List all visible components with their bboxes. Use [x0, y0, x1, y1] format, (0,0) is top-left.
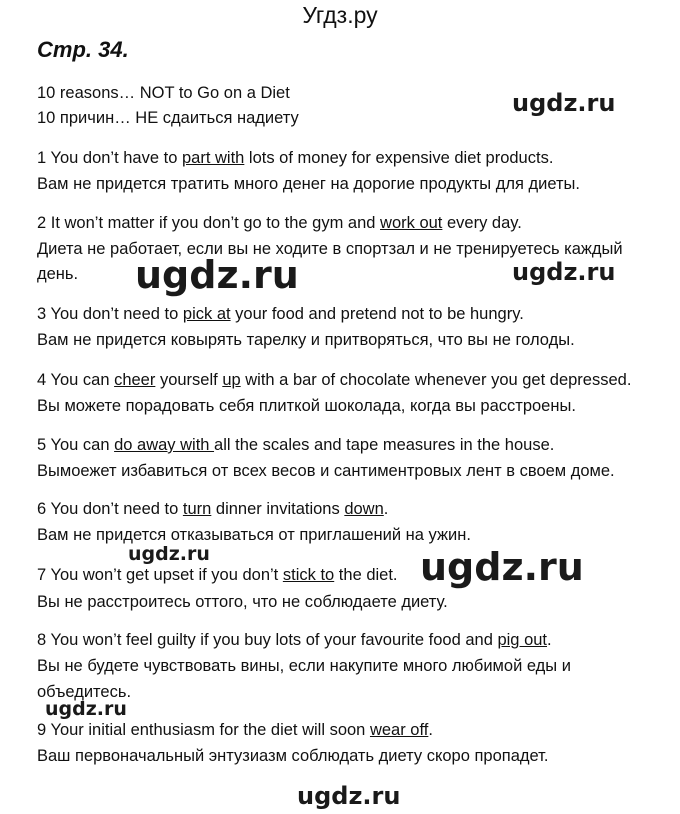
item-4-russian: Вы можете порадовать себя плиткой шоколада, когда вы расстроены. [37, 397, 576, 415]
item-8-russian: Вы не будете чувствовать вины, если накупите много любимой еды и [37, 657, 571, 675]
item-7-russian: Вы не расстроитесь оттого, что не соблюдаете диету. [37, 593, 448, 611]
phrasal-verb: pick at [182, 305, 231, 323]
item-4-english: 4 You can cheer yourself up with a bar of chocolate whenever you get depressed. [37, 371, 632, 389]
watermark: ugdz.ru [512, 89, 616, 117]
watermark: ugdz.ru [512, 258, 616, 286]
title-russian: 10 причин… НЕ сдаиться надиету [37, 109, 299, 127]
phrasal-verb: work out [380, 214, 443, 232]
title-english: 10 reasons… NOT to Go on a Diet [37, 84, 290, 102]
phrasal-verb: do away with [114, 436, 215, 454]
item-6-english: 6 You don’t need to turn dinner invitations down. [37, 500, 389, 518]
phrasal-verb: part with [181, 149, 245, 167]
phrasal-verb: turn [182, 500, 212, 518]
phrasal-verb: cheer [114, 371, 156, 389]
item-8-english: 8 You won’t feel guilty if you buy lots of your favourite food and pig out. [37, 631, 552, 649]
item-5-russian: Вымоежет избавиться от всех весов и сантиментровых лент в своем доме. [37, 462, 615, 480]
watermark: ugdz.ru [128, 543, 210, 565]
item-1-english: 1 You don’t have to part with lots of money for expensive diet products. [37, 149, 554, 167]
item-2-russian: Диета не работает, если вы не ходите в спортзал и не тренируетесь каждый [37, 240, 623, 258]
item-5-english: 5 You can do away with all the scales and tape measures in the house. [37, 436, 555, 454]
phrasal-verb-particle: down [344, 500, 384, 518]
item-7-english: 7 You won’t get upset if you don’t stick to the diet. [37, 566, 398, 584]
item-9-russian: Ваш первоначальный энтузиазм соблюдать диету скоро пропадет. [37, 747, 549, 765]
item-2-russian-cont: день. [37, 265, 79, 283]
item-2-english: 2 It won’t matter if you don’t go to the gym and work out every day. [37, 214, 522, 232]
page-label: Стр. 34. [37, 37, 129, 62]
watermark: ugdz.ru [420, 545, 584, 589]
item-9-english: 9 Your initial enthusiasm for the diet will soon wear off. [37, 721, 433, 739]
item-3-english: 3 You don’t need to pick at your food and pretend not to be hungry. [37, 305, 524, 323]
watermark: ugdz.ru [297, 782, 401, 810]
item-1-russian: Вам не придется тратить много денег на дорогие продукты для диеты. [37, 175, 580, 193]
item-6-russian: Вам не придется отказываться от приглашений на ужин. [37, 526, 471, 544]
phrasal-verb: stick to [282, 566, 335, 584]
phrasal-verb: pig out [497, 631, 548, 649]
phrasal-verb: wear off [369, 721, 429, 739]
site-title: Угдз.ру [302, 2, 378, 28]
watermark: ugdz.ru [45, 698, 127, 720]
item-3-russian: Вам не придется ковырять тарелку и притворяться, что вы не голоды. [37, 331, 575, 349]
watermark: ugdz.ru [135, 253, 299, 297]
item-8-russian-cont: объедитесь. [37, 683, 132, 701]
phrasal-verb-particle: up [222, 371, 241, 389]
